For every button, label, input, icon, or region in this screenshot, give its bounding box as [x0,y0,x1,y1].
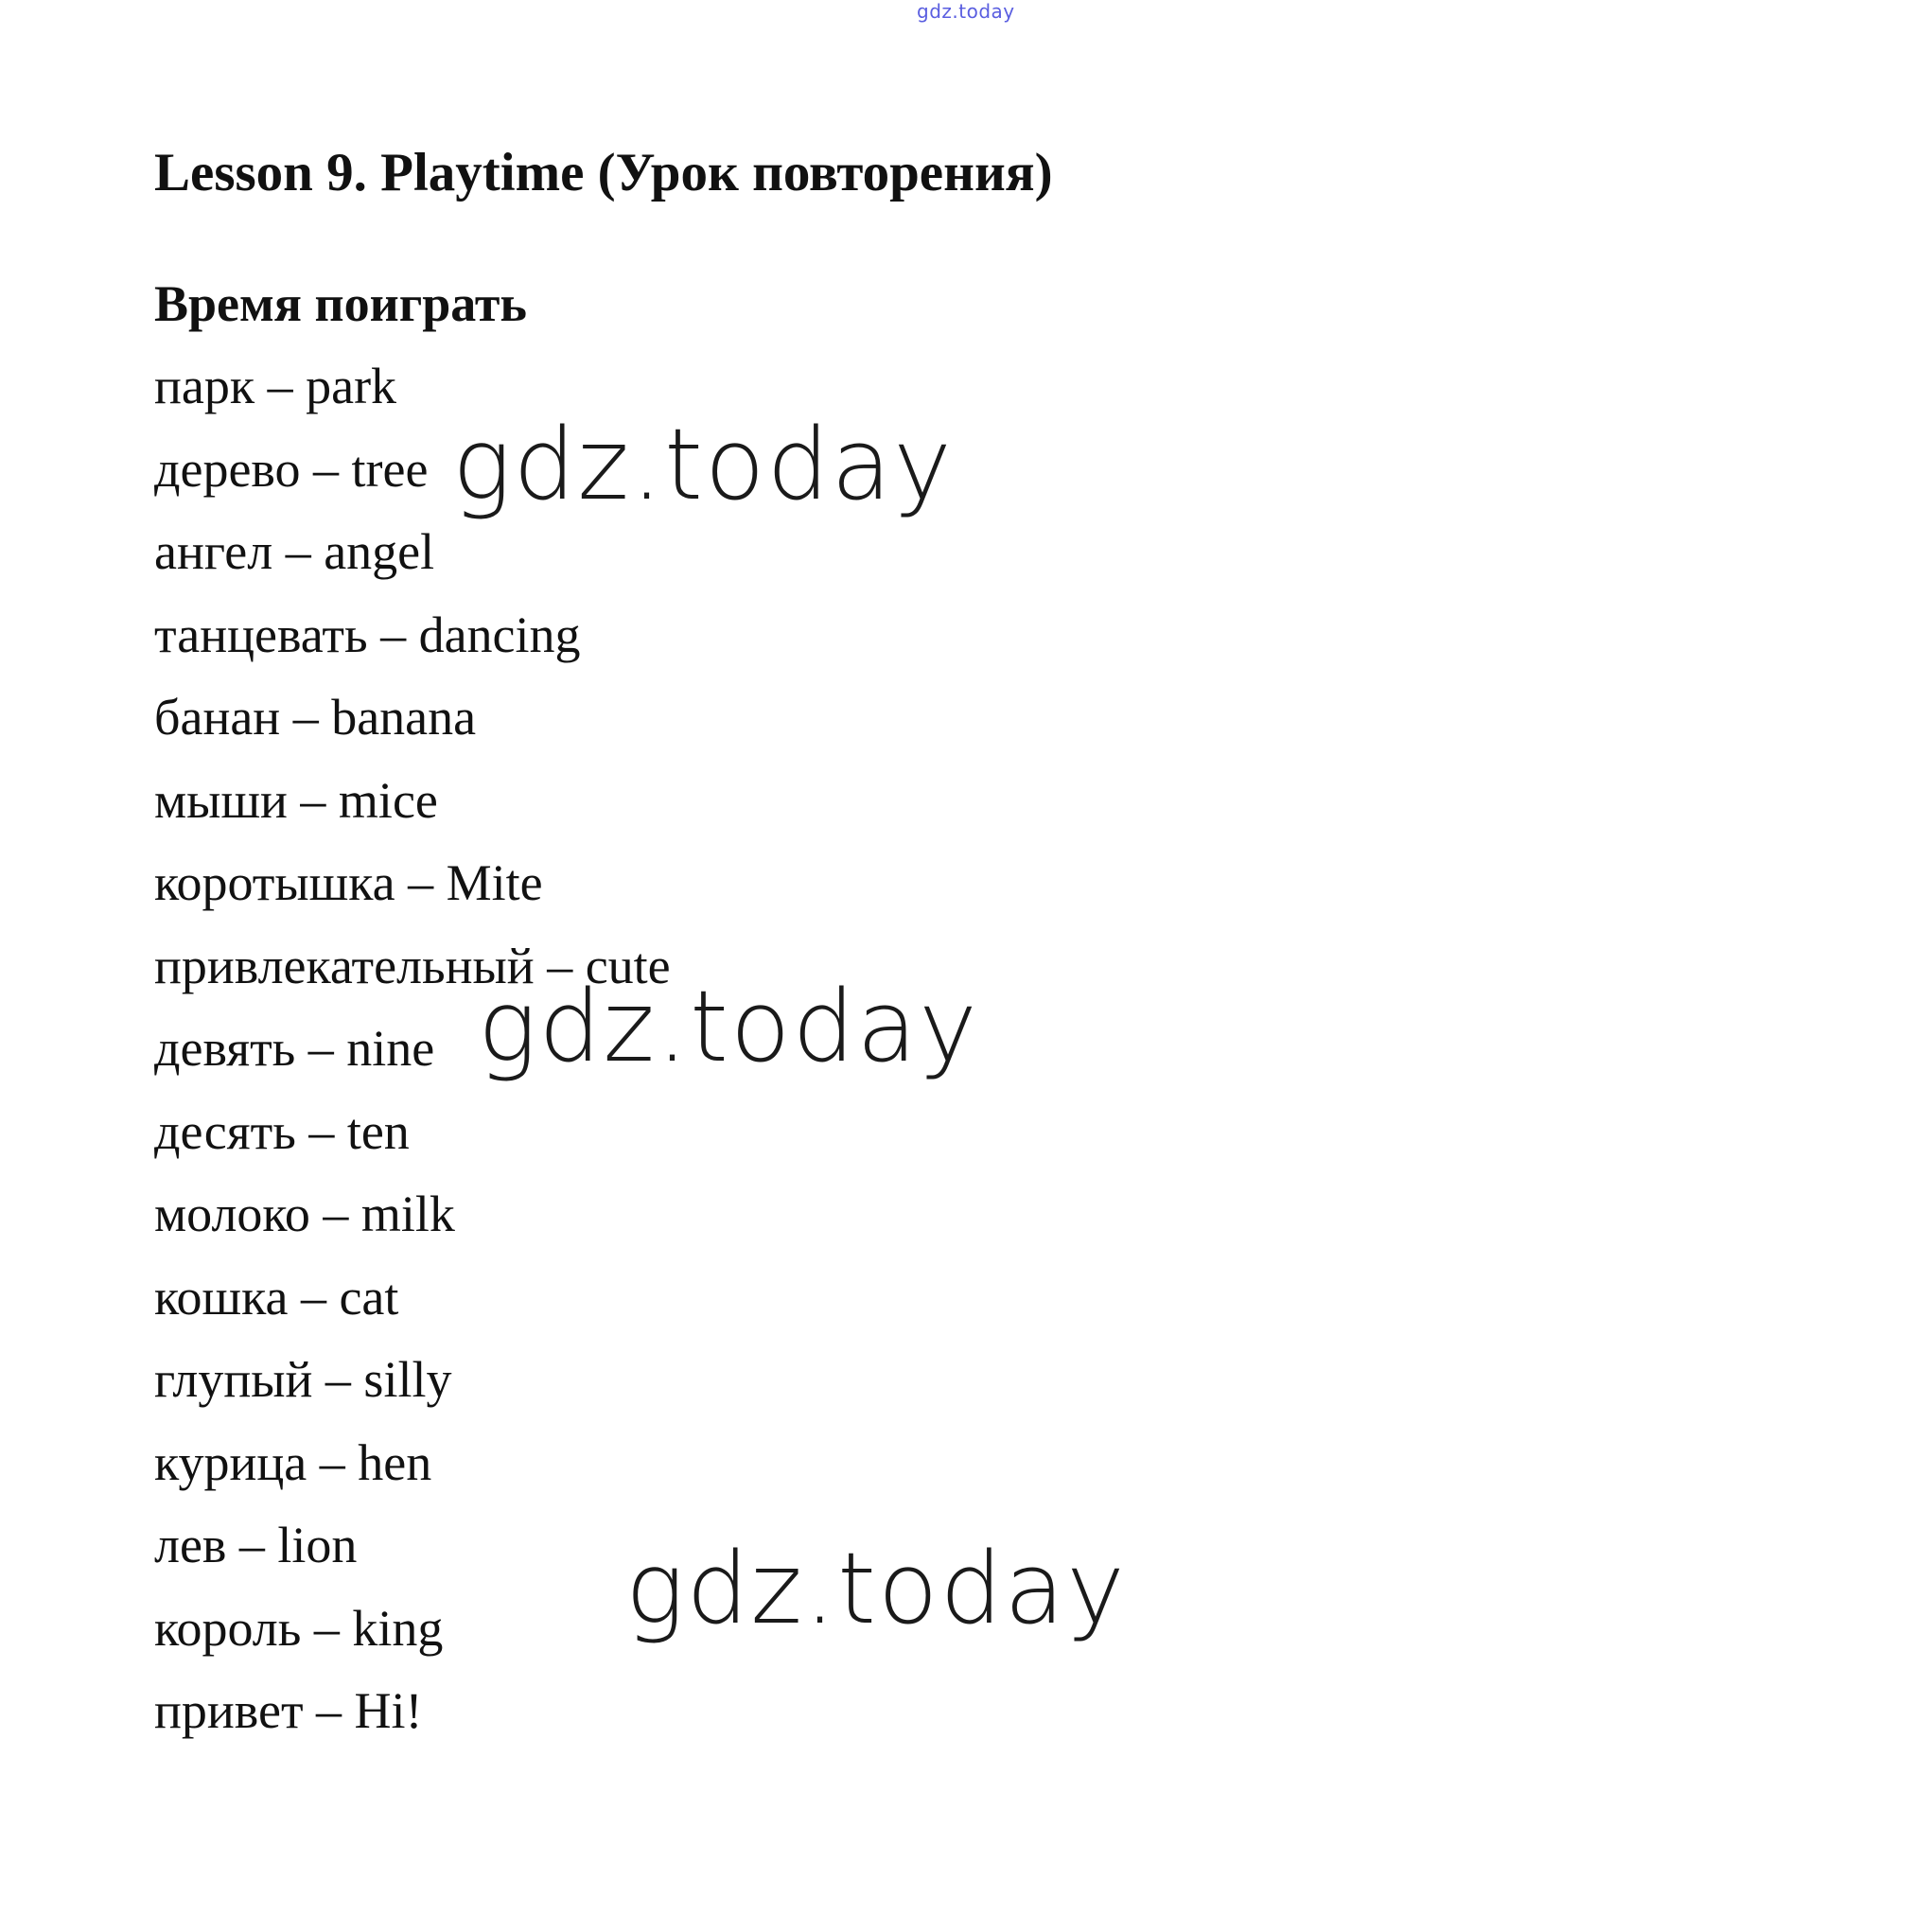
vocabulary-item: курица – hen [154,1433,432,1491]
vocabulary-item: банан – banana [154,689,477,746]
watermark: gdz.today [452,407,954,522]
site-mark: gdz.today [917,0,1015,23]
vocabulary-item: привет – Hi! [154,1682,423,1739]
vocabulary-item: привлекательный – cute [154,937,671,994]
section-subtitle: Время поиграть [154,275,527,332]
watermark: gdz.today [625,1531,1127,1646]
vocabulary-item: кошка – cat [154,1268,399,1326]
vocabulary-item: коротышка – Mite [154,854,543,911]
vocabulary-item: король – king [154,1599,444,1657]
lesson-title: Lesson 9. Playtime (Урок повторения) [154,143,1053,202]
vocabulary-item: мыши – mice [154,771,438,829]
vocabulary-item: дерево – tree [154,440,429,498]
vocabulary-item: девять – nine [154,1020,435,1077]
vocabulary-item: танцевать – dancing [154,606,581,663]
vocabulary-item: парк – park [154,358,397,414]
vocabulary-item: лев – lion [154,1517,358,1573]
watermark: gdz.today [478,969,979,1084]
vocabulary-item: молоко – milk [154,1186,455,1242]
vocabulary-item: ангел – angel [154,523,435,580]
vocabulary-item: глупый – silly [154,1351,452,1408]
vocabulary-item: десять – ten [154,1102,410,1160]
